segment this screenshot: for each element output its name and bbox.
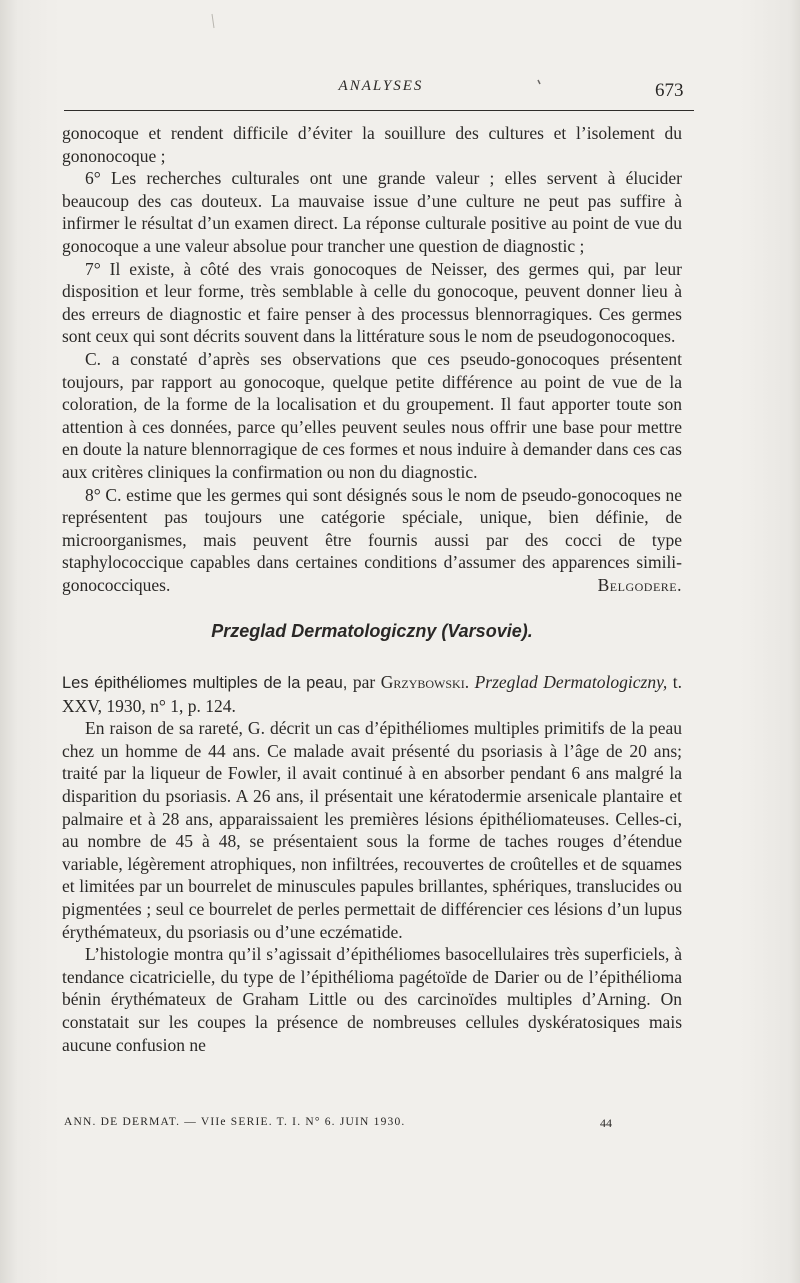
running-title: ANALYSES (338, 78, 424, 94)
article-by: par (352, 672, 376, 693)
paragraph-continuation: gonocoque et rendent difficile d’éviter la souillure des cultures et l’isolement du gononocoque ; (62, 123, 682, 166)
paragraph-point-8 (62, 484, 682, 597)
paragraph-point-8-text: 8° C. estime que les germes qui sont désignés sous le nom de pseudo-gonocoques ne représentent pas toujours une catégorie spéciale, unique, bien définie, de microorganismes, mais peuvent être fournis aussi par des cocci de type staphylococcique capables dans certaines conditions d’assumer des apparences simili-gonococciques. (62, 484, 682, 595)
article-reference (62, 671, 682, 717)
paragraph-histology: L’histologie montra qu’il s’agissait d’épithéliomes basocellulaires très superficiels, à tendance cicatricielle, du type de l’épithélioma pagétoïde de Darier ou de l’épithélioma bénin érythémateux de Graham Little ou des carcinoïdes multiples d’Arning. On constatait sur les coupes la présence de nombreuses cellules dyskératosiques mais aucune confusion ne (62, 944, 682, 1055)
body-text (62, 122, 682, 1056)
footer-line: ANN. DE DERMAT. — VIIe SERIE. T. I. N° 6. JUIN 1930. (64, 1116, 406, 1128)
scan-mark-top (0, 0, 800, 120)
review-signature: Belgodere. (597, 574, 682, 595)
paragraph-point-7: 7° Il existe, à côté des vrais gonocoques de Neisser, des germes qui, par leur disposition et leur forme, très semblable à celle du gonocoque, peuvent donner lieu à des erreurs de diagnostic et faire penser à des processus blennorragiques. Ces germes sont ceux qui sont décrits souvent dans la littérature sous le nom de pseudogonocoques. (62, 258, 682, 347)
article-author: Grzybowski. (380, 672, 470, 693)
paragraph-case: En raison de sa rareté, G. décrit un cas d’épithéliomes multiples primitifs de la peau chez un homme de 44 ans. Ce malade avait présenté du psoriasis à l’âge de 20 ans; traité par la liqueur de Fowler, il avait continué à en absorber pendant 6 ans malgré la disparition du psoriasis. A 26 ans, il présentait une kératodermie arsenicale plantaire et palmaire et à 28 ans, apparaissaient les premières lésions épithéliomateuses. Celles-ci, au nombre de 45 à 48, se présentaient sous la forme de taches rouges d’étendue variable, légèrement atrophiques, non infiltrées, recouvertes de croûtelles et de squames et limitées par un bourrelet de minuscules papules brillantes, sphériques, translucides ou pigmentées ; seul ce bourrelet de perles permettait de différencier ces lésions d’un lupus érythémateux, du psoriasis ou d’une eczématide. (62, 718, 682, 942)
paragraph-point-6: 6° Les recherches culturales ont une grande valeur ; elles servent à élucider beaucoup des cas douteux. La mauvaise issue d’une culture ne peut pas suffire à infirmer le résultat d’un examen direct. La réponse culturale positive au point de vue du gonocoque a une valeur absolue pour trancher une question de diagnostic ; (62, 168, 682, 256)
article-ref: t. XXV, 1930, n° 1, p. 124. (62, 672, 682, 716)
paragraph-observations: C. a constaté d’après ses observations que ces pseudo-gonocoques présentent toujours, par rapport au gonocoque, quelque petite différence au point de vue de la coloration, de la forme de la localisation et du groupement. Il faut apporter toute son attention à ces données, parce qu’elles peuvent seules nous offrir une base pour mettre en doute la nature blennorragique de ces formes et nous induire à demander dans ces cas aux critères cliniques la confirmation ou non du diagnostic. (62, 348, 682, 482)
header-rule (64, 110, 694, 111)
signature-number: 44 (600, 1116, 612, 1130)
article-source: Przeglad Dermatologiczny, (474, 672, 668, 693)
article-title: Les épithéliomes multiples de la peau, (62, 674, 348, 693)
page-number: 673 (655, 80, 684, 101)
journal-heading: Przeglad Dermatologiczny (Varsovie). (211, 621, 533, 642)
